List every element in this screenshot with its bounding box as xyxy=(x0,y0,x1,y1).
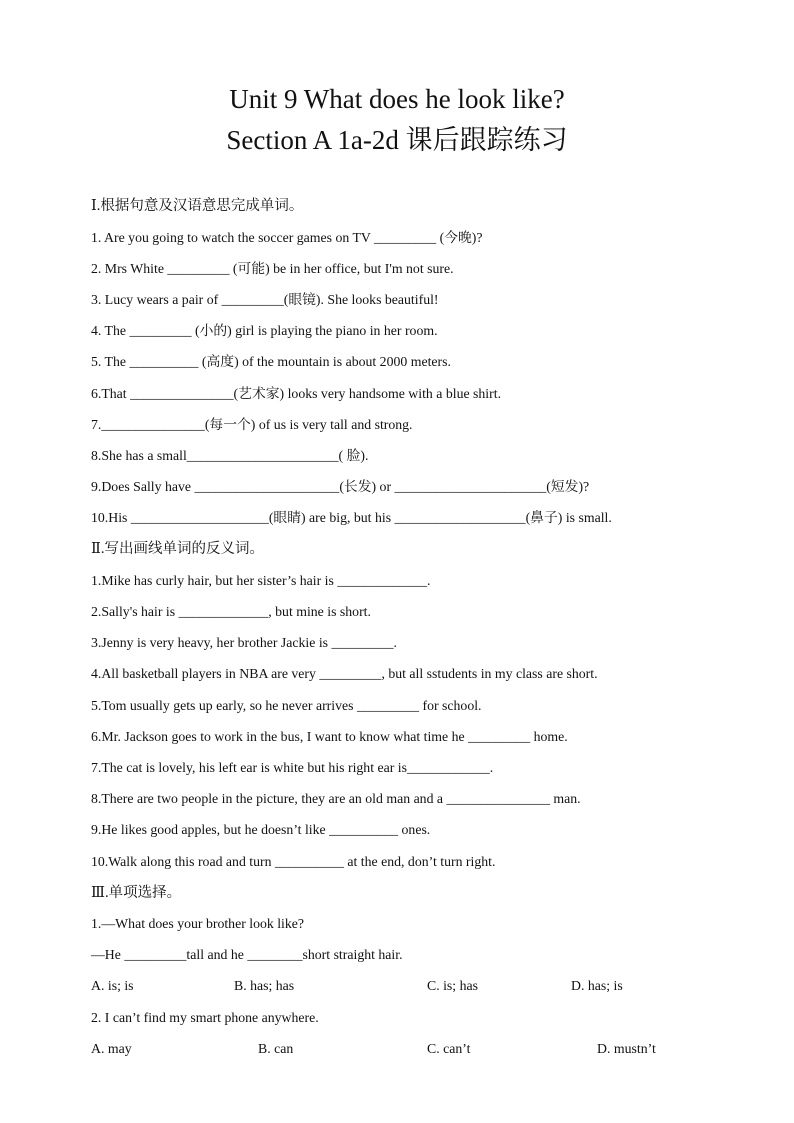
s1-question-10: 10.His ____________________(眼睛) are big, but his ___________________(鼻子) is small. xyxy=(91,510,612,525)
s3-q1-option-d: D. has; is xyxy=(571,978,623,993)
s2-question-4: 4.All basketball players in NBA are very _________, but all sstudents in my class are short. xyxy=(91,666,598,681)
s2-question-8: 8.There are two people in the picture, they are an old man and a _______________ man. xyxy=(91,791,581,806)
s3-q1-option-c: C. is; has xyxy=(427,978,478,993)
s3-q2-option-b: B. can xyxy=(258,1041,294,1056)
s1-question-3: 3. Lucy wears a pair of _________(眼镜). She looks beautiful! xyxy=(91,292,439,307)
s2-question-1: 1.Mike has curly hair, but her sister’s hair is _____________. xyxy=(91,573,431,588)
s1-question-5: 5. The __________ (高度) of the mountain is about 2000 meters. xyxy=(91,354,451,369)
s3-q2-option-d: D. mustn’t xyxy=(597,1041,656,1056)
s2-question-9: 9.He likes good apples, but he doesn’t like __________ ones. xyxy=(91,822,431,837)
s3-q1-option-a: A. is; is xyxy=(91,978,134,993)
s3-q2-stem: 2. I can’t find my smart phone anywhere. xyxy=(91,1010,319,1025)
s2-question-3: 3.Jenny is very heavy, her brother Jackie is _________. xyxy=(91,635,398,650)
title-line-2: Section A 1a-2d 课后跟踪练习 xyxy=(226,125,568,155)
title-line-1: Unit 9 What does he look like? xyxy=(229,84,565,114)
s3-q1-stem: 1.—What does your brother look like? xyxy=(91,916,305,931)
s2-question-5: 5.Tom usually gets up early, so he never arrives _________ for school. xyxy=(91,698,482,713)
s2-question-7: 7.The cat is lovely, his left ear is white but his right ear is____________. xyxy=(91,760,494,775)
s1-question-9: 9.Does Sally have _____________________(长发) or ______________________(短发)? xyxy=(91,479,590,494)
section-2-heading: Ⅱ.写出画线单词的反义词。 xyxy=(91,541,264,557)
s1-question-8: 8.She has a small______________________( 脸). xyxy=(91,448,369,463)
s2-question-2: 2.Sally's hair is _____________, but mine is short. xyxy=(91,604,371,619)
section-3-heading: Ⅲ.单项选择。 xyxy=(91,885,182,901)
s3-q2-option-a: A. may xyxy=(91,1041,132,1056)
s1-question-4: 4. The _________ (小的) girl is playing the piano in her room. xyxy=(91,323,438,338)
s1-question-2: 2. Mrs White _________ (可能) be in her office, but I'm not sure. xyxy=(91,261,454,276)
s1-question-1: 1. Are you going to watch the soccer games on TV _________ (今晚)? xyxy=(91,230,483,245)
section-1-heading: Ⅰ.根据句意及汉语意思完成单词。 xyxy=(91,198,304,214)
s2-question-6: 6.Mr. Jackson goes to work in the bus, I want to know what time he _________ home. xyxy=(91,729,568,744)
s3-q2-option-c: C. can’t xyxy=(427,1041,471,1056)
s1-question-7: 7._______________(每一个) of us is very tall and strong. xyxy=(91,417,413,432)
s2-question-10: 10.Walk along this road and turn __________ at the end, don’t turn right. xyxy=(91,854,496,869)
s1-question-6: 6.That _______________(艺术家) looks very handsome with a blue shirt. xyxy=(91,386,502,401)
s3-q1-option-b: B. has; has xyxy=(234,978,295,993)
s3-q1-stem-2: —He _________tall and he ________short straight hair. xyxy=(91,947,403,962)
